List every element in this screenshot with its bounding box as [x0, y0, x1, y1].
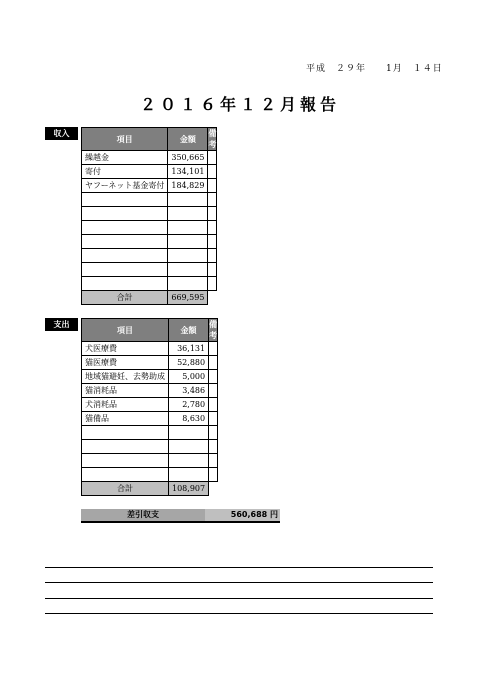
row-remarks-cell — [209, 370, 218, 384]
table-row — [82, 342, 218, 356]
table-row — [82, 468, 218, 482]
row-amount-cell: 8,630 — [169, 412, 209, 426]
row-item-cell: 繰越金 — [82, 151, 168, 165]
row-item-cell — [82, 454, 169, 468]
income-header-row — [82, 128, 217, 151]
column-header-amount: 金額 — [169, 319, 209, 342]
row-item-cell: 犬消耗品 — [82, 398, 169, 412]
row-item-cell — [82, 221, 168, 235]
column-header-remarks: 備考 — [209, 320, 218, 340]
column-header-remarks: 備考 — [208, 129, 217, 149]
total-label: 合計 — [82, 291, 168, 305]
row-item-cell — [82, 440, 169, 454]
row-remarks-cell — [209, 468, 218, 482]
row-amount-cell: 2,780 — [169, 398, 209, 412]
row-item-cell: 地域猫避妊、去勢助成 — [82, 370, 169, 384]
row-remarks-cell — [208, 249, 217, 263]
row-item-cell — [82, 468, 169, 482]
note-line[interactable] — [45, 599, 433, 615]
row-item-cell: 猫消耗品 — [82, 384, 169, 398]
row-amount-cell — [169, 426, 209, 440]
row-amount-cell — [168, 277, 208, 291]
row-remarks-cell — [208, 277, 217, 291]
row-item-cell — [82, 249, 168, 263]
row-item-cell: ヤフーネット基金寄付 — [82, 179, 168, 193]
balance-label: 差引収支 — [81, 509, 205, 521]
table-row — [82, 221, 217, 235]
table-row — [82, 426, 218, 440]
balance-value: 560,688 円 — [205, 509, 280, 521]
row-remarks-cell — [208, 193, 217, 207]
row-amount-cell — [168, 263, 208, 277]
row-remarks-cell — [209, 342, 218, 356]
row-amount-cell: 184,829 — [168, 179, 208, 193]
table-row — [82, 440, 218, 454]
row-remarks-cell — [209, 398, 218, 412]
row-item-cell — [82, 235, 168, 249]
row-item-cell — [82, 277, 168, 291]
row-remarks-cell — [208, 221, 217, 235]
row-remarks-cell — [208, 207, 217, 221]
expense-label: 支出 — [45, 318, 78, 331]
note-line[interactable] — [45, 568, 433, 584]
row-remarks-cell — [209, 356, 218, 370]
table-row — [82, 235, 217, 249]
row-remarks-cell — [208, 151, 217, 165]
table-row — [82, 384, 218, 398]
table-row — [82, 263, 217, 277]
note-line[interactable] — [45, 583, 433, 599]
row-amount-cell: 36,131 — [169, 342, 209, 356]
note-line[interactable] — [45, 552, 433, 568]
row-remarks-cell — [209, 440, 218, 454]
row-item-cell — [82, 207, 168, 221]
total-row — [82, 291, 217, 305]
row-amount-cell — [168, 235, 208, 249]
row-amount-cell: 3,486 — [169, 384, 209, 398]
total-row — [82, 482, 218, 496]
expense-header-row — [82, 319, 218, 342]
table-row — [82, 398, 218, 412]
row-remarks-cell — [208, 235, 217, 249]
table-row — [82, 277, 217, 291]
row-amount-cell: 5,000 — [169, 370, 209, 384]
row-remarks-cell — [208, 179, 217, 193]
row-amount-cell — [169, 454, 209, 468]
row-remarks-cell — [209, 384, 218, 398]
table-row — [82, 165, 217, 179]
total-label: 合計 — [82, 482, 169, 496]
row-item-cell: 猫医療費 — [82, 356, 169, 370]
row-remarks-cell — [209, 426, 218, 440]
table-row — [82, 193, 217, 207]
row-amount-cell: 350,665 — [168, 151, 208, 165]
column-header-item: 項目 — [82, 128, 168, 151]
row-amount-cell — [169, 440, 209, 454]
table-row — [82, 207, 217, 221]
column-header-amount: 金額 — [168, 128, 208, 151]
row-remarks-cell — [209, 454, 218, 468]
row-amount-cell — [168, 207, 208, 221]
table-row — [82, 151, 217, 165]
row-item-cell — [82, 263, 168, 277]
row-item-cell — [82, 426, 169, 440]
notes-area — [45, 552, 433, 614]
report-title: ２０１６年１２月報告 — [139, 95, 340, 114]
row-amount-cell: 134,101 — [168, 165, 208, 179]
table-row — [82, 454, 218, 468]
row-item-cell: 猫備品 — [82, 412, 169, 426]
income-label: 収入 — [45, 127, 78, 140]
row-amount-cell — [168, 221, 208, 235]
row-remarks-cell — [209, 412, 218, 426]
balance-box — [81, 509, 280, 523]
table-row — [82, 412, 218, 426]
table-row — [82, 249, 217, 263]
row-amount-cell — [168, 249, 208, 263]
income-table — [81, 127, 217, 305]
expense-table — [81, 318, 218, 496]
column-header-item: 項目 — [82, 319, 169, 342]
row-item-cell: 犬医療費 — [82, 342, 169, 356]
row-remarks-cell — [208, 165, 217, 179]
table-row — [82, 179, 217, 193]
table-row — [82, 370, 218, 384]
total-amount: 669,595 — [168, 291, 208, 305]
row-amount-cell — [169, 468, 209, 482]
row-item-cell — [82, 193, 168, 207]
row-remarks-cell — [208, 263, 217, 277]
row-amount-cell — [168, 193, 208, 207]
total-amount: 108,907 — [169, 482, 209, 496]
report-date: 平成 ２９年 1月 １４日 — [306, 64, 443, 74]
row-item-cell: 寄付 — [82, 165, 168, 179]
table-row — [82, 356, 218, 370]
row-amount-cell: 52,880 — [169, 356, 209, 370]
